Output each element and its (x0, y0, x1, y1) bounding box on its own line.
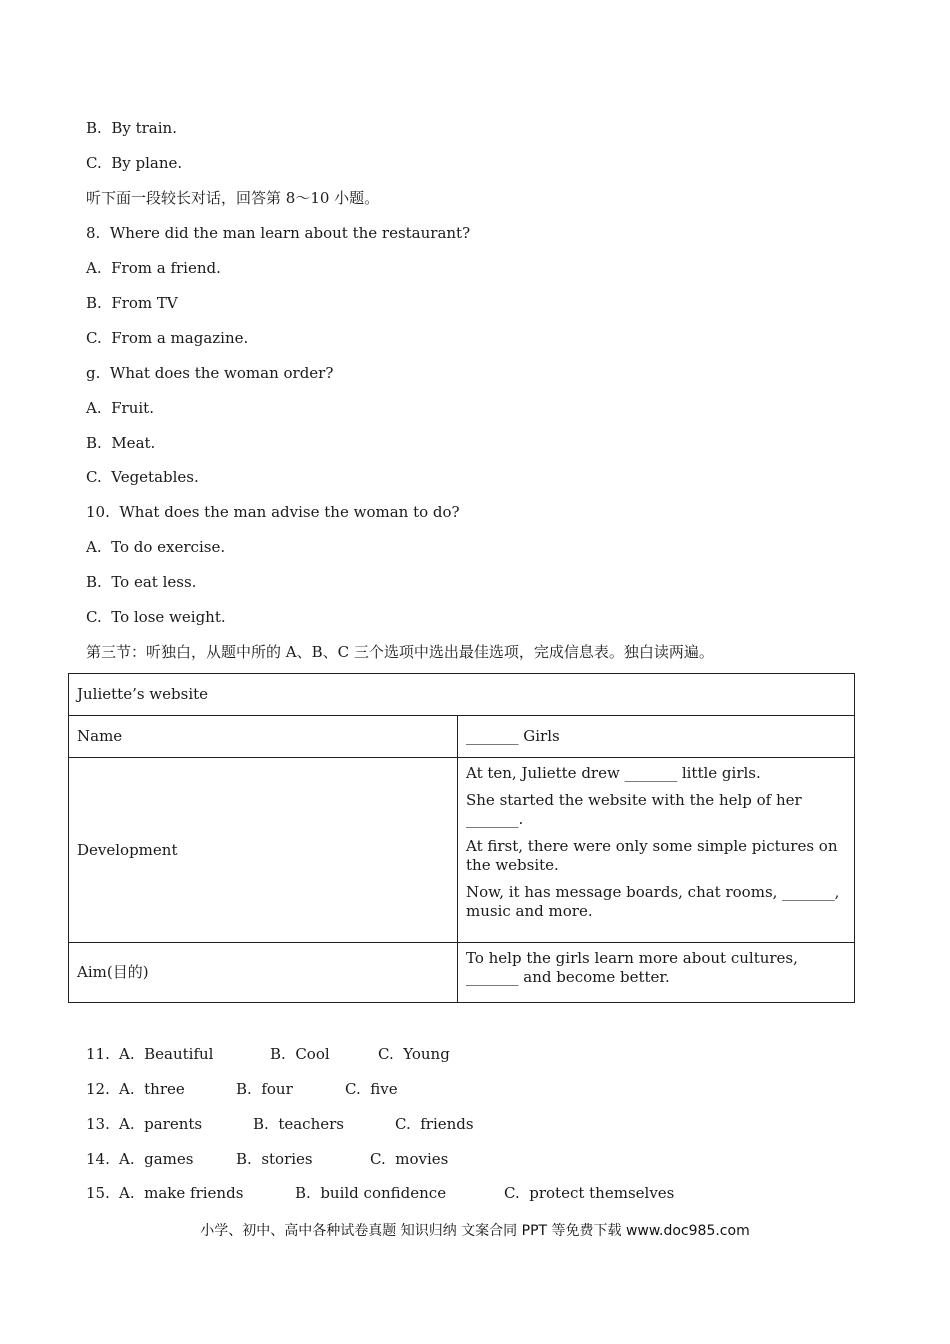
question-line: C. Vegetables. (86, 468, 199, 486)
development-item: At first, there were only some simple pictures on the website. (466, 837, 838, 874)
question-line: B. From TV (86, 294, 178, 312)
question-line: C. By plane. (86, 154, 183, 172)
question-line: B. By train. (86, 119, 177, 137)
option-c: C. five (345, 1080, 398, 1098)
option-c: C. friends (395, 1115, 474, 1133)
question-line: 8. Where did the man learn about the restaurant? (86, 224, 471, 242)
question-line: B. To eat less. (86, 573, 197, 591)
development-item: She started the website with the help of her _______. (466, 791, 802, 828)
question-line: g. What does the woman order? (86, 364, 334, 382)
option-row (86, 1114, 474, 1134)
option-a: A. three (119, 1080, 185, 1098)
option-b: B. four (236, 1080, 293, 1098)
option-number: 13. (86, 1115, 110, 1133)
option-a: A. games (119, 1150, 194, 1168)
option-row (86, 1079, 398, 1099)
question-line: A. From a friend. (86, 259, 221, 277)
development-item: At ten, Juliette drew _______ little girls. (466, 764, 761, 782)
option-b: B. Cool (270, 1045, 330, 1063)
table-row-value (458, 758, 855, 943)
option-number: 14. (86, 1150, 110, 1168)
table-row-label: Development (69, 758, 458, 943)
question-line: A. Fruit. (86, 399, 154, 417)
option-a: A. parents (119, 1115, 203, 1133)
option-b: B. build confidence (295, 1184, 447, 1202)
option-b: B. teachers (253, 1115, 344, 1133)
table-title: Juliette’s website (69, 674, 855, 716)
page-footer: 小学、初中、高中各种试卷真题 知识归纳 文案合同 PPT 等免费下载 www.doc985.com (200, 1223, 750, 1239)
option-row (86, 1183, 674, 1203)
table-row-label: Aim(目的) (69, 943, 458, 1003)
question-line: A. To do exercise. (86, 538, 226, 556)
option-c: C. protect themselves (504, 1184, 675, 1202)
option-c: C. movies (370, 1150, 449, 1168)
development-item: Now, it has message boards, chat rooms, _______, music and more. (466, 883, 840, 920)
table-row-label: Name (69, 716, 458, 758)
option-row (86, 1149, 448, 1169)
table-row-value: _______ Girls (458, 716, 855, 758)
option-a: A. Beautiful (119, 1045, 214, 1063)
section-instruction: 第三节：听独白，从题中所的 A、B、C 三个选项中选出最佳选项，完成信息表。独白读两遍。 (86, 643, 714, 661)
table-row-value: To help the girls learn more about cultures, _______ and become better. (458, 943, 855, 1003)
option-number: 12. (86, 1080, 110, 1098)
option-row (86, 1044, 450, 1064)
info-table (68, 673, 855, 1003)
question-line: B. Meat. (86, 434, 156, 452)
option-c: C. Young (378, 1045, 450, 1063)
option-b: B. stories (236, 1150, 313, 1168)
question-line: 10. What does the man advise the woman to do? (86, 503, 460, 521)
option-number: 15. (86, 1184, 110, 1202)
option-a: A. make friends (119, 1184, 244, 1202)
question-line: C. To lose weight. (86, 608, 226, 626)
question-line: C. From a magazine. (86, 329, 249, 347)
option-number: 11. (86, 1045, 110, 1063)
section-instruction: 听下面一段较长对话，回答第 8～10 小题。 (86, 189, 380, 207)
